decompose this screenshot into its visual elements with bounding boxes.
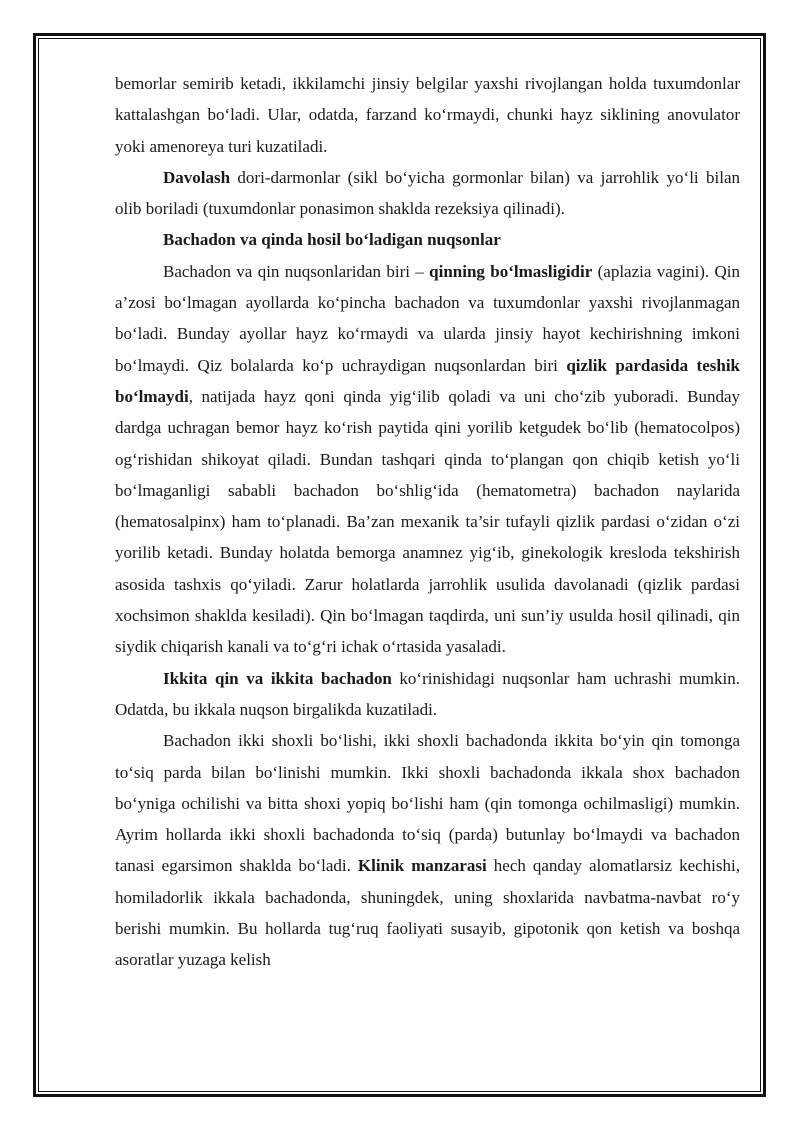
term-hymen: qizlik pardasida teshik bo‘lmaydi <box>115 355 741 406</box>
paragraph-intro <box>115 68 740 162</box>
text-run: ko‘rinishidagi nuqsonlar ham uchrashi mumkin. Odatda, bu ikkala nuqson birgalikda kuzatiladi. <box>115 668 740 719</box>
term-davolash: Davolash <box>163 167 231 187</box>
term-double: Ikkita qin va ikkita bachadon <box>163 668 392 688</box>
paragraph-double-uterus <box>115 663 740 726</box>
text-run: dori-darmonlar (sikl bo‘yicha gormonlar bilan) va jarrohlik yo‘li bilan olib boriladi (tuxumdonlar ponasimon shaklda rezeksiya qilinadi). <box>115 167 740 219</box>
term-aplasia: qinning bo‘lmasligidir <box>429 261 593 281</box>
term-clinical: Klinik manzarasi <box>357 856 487 876</box>
text-run: Bachadon ikki shoxli bo‘lishi, ikki shoxli bachadonda ikkita bo‘yin qin tomonga to‘siq parda bilan bo‘linishi mumkin. Ikki shoxli bachadonda ikkala shox bachadon bo‘yniga ochilishi va bitta shoxi yopiq bo‘lishi ham (qin tomonga ochilmasligi) mumkin. Ayrim hollarda ikki shoxli bachadonda to‘siq (parda) butunlay bo‘lmaydi va bachadon tanasi egarsimon shaklda bo‘ladi. <box>115 731 740 876</box>
text-run: , natijada hayz qoni qinda yig‘ilib qoladi va uni cho‘zib yuboradi. Bunday dardga uchragan bemor hayz ko‘rish paytida qini yorilib ketgudek bo‘lib (hematocolpos) og‘rishidan shikoyat qiladi. Bundan tashqari qinda to‘plangan qon chiqib ketish yo‘li bo‘lmaganligi sababli bachadon bo‘shlig‘ida (hematometra) bachadon naylarida (hematosalpinx) ham to‘planadi. Ba’zan mexanik ta’sir tufayli qizlik pardasi o‘zidan o‘zi yorilib ketadi. Bunday holatda bemorga anamnez yig‘ib, ginekologik kresloda tekshirish asosida tashxis qo‘yiladi. Zarur holatlarda jarrohlik usulida davolanadi (qizlik pardasi xochsimon shaklda kesiladi). Qin bo‘lmagan taqdirda, uni sun’iy usulda hosil qilinadi, qin siydik chiqarish kanali va to‘g‘ri ichak o‘rtasida yasaladi. <box>115 386 740 657</box>
paragraph-bicornuate <box>115 725 740 975</box>
paragraph-treatment <box>115 162 740 225</box>
heading-text: Bachadon va qinda hosil bo‘ladigan nuqsonlar <box>163 230 501 250</box>
text-run: bemorlar semirib ketadi, ikkilamchi jinsiy belgilar yaxshi rivojlangan holda tuxumdonlar kattalashgan bo‘ladi. Ular, odatda, farzand ko‘rmaydi, chunki hayz siklining anovulator yoki amenoreya turi kuzatiladi. <box>115 74 740 156</box>
text-run: Bachadon va qin nuqsonlaridan biri – <box>163 261 430 281</box>
paragraph-vaginal-aplasia <box>115 256 740 663</box>
section-heading <box>115 224 740 255</box>
text-run: hech qanday alomatlarsiz kechishi, homiladorlik ikkala bachadonda, shuningdek, uning shoxlarida navbatma-navbat ro‘y berishi mumkin. Bu hollarda tug‘ruq faoliyati susayib, gipotonik qon ketish va boshqa asoratlar yuzaga kelish <box>115 856 740 970</box>
text-run: (aplazia vagini). Qin a’zosi bo‘lmagan ayollarda ko‘pincha bachadon va tuxumdonlar yaxshi rivojlanmagan bo‘ladi. Bunday ayollar hayz ko‘rmaydi va ularda jinsiy hayot kechirishning imkoni bo‘lmaydi. Qiz bolalarda ko‘p uchraydigan nuqsonlardan biri <box>115 261 740 375</box>
page-text <box>115 68 740 976</box>
